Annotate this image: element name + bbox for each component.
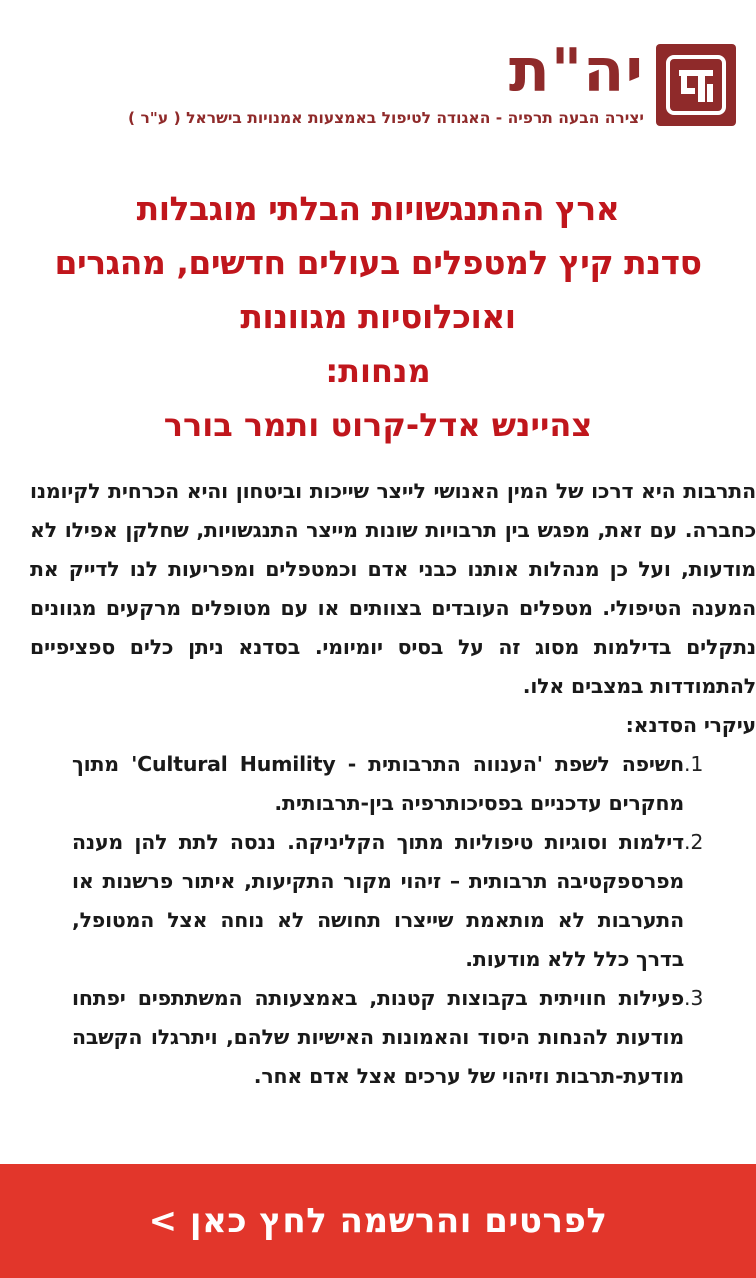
main-point-text: חשיפה לשפת 'הענווה התרבותית - Cultural Humility' מתוך מחקרים עדכניים בפסיכותרפיה בין-תרבותית. <box>72 752 685 815</box>
workshop-description <box>0 472 756 1096</box>
yahat-logo-icon <box>656 44 736 126</box>
main-point-number: 3. <box>684 986 704 1010</box>
workshop-title-line-3: ואוכלוסיות מגוונות <box>240 297 516 336</box>
workshop-title-line-2: סדנת קיץ למטפלים בעולים חדשים, מהגרים <box>54 243 702 282</box>
header <box>20 38 736 134</box>
intro-paragraph: התרבות היא דרכו של המין האנושי לייצר שייכות וביטחון והיא הכרחית לקיומנו כחברה. עם זאת, מפגש בין תרבויות שונות מייצר התנגשויות, שחלקן אפילו לא מודעות, ועל כן מנהלות אותנו כבני אדם וכמטפלים ומפריעות לנו לדייק את המענה הטיפולי. מטפלים העובדים בצוותים או עם מטופלים מרקעים מגוונים נתקלים בדילמות מסוג זה על בסיס יומיומי. בסדנא ניתן כלים ספציפיים להתמודדות במצבים אלו. <box>30 479 756 698</box>
workshop-title-block <box>0 182 756 452</box>
main-point-number: 1. <box>684 752 704 776</box>
main-point-item <box>72 745 756 823</box>
workshop-title-line-1: ארץ ההתנגשויות הבלתי מוגבלות <box>136 189 620 228</box>
brand-tagline: יצירה הבעה תרפיה - האגודה לטיפול באמצעות אמנויות בישראל ( ע"ר ) <box>127 109 644 127</box>
facilitators-heading: מנחות: <box>325 352 431 390</box>
registration-cta-label: לפרטים והרשמה לחץ כאן > <box>148 1201 608 1241</box>
main-points-list <box>0 745 756 1096</box>
main-point-number: 2. <box>684 830 704 854</box>
facilitators-names: צהיינש אדל-קרוט ותמר בורר <box>163 406 593 444</box>
main-point-text: פעילות חוויתית בקבוצות קטנות, באמצעותה המשתתפים יפתחו מודעות להנחות היסוד והאמונות האישיות שלהם, ויתרגלו הקשבה מודעת-תרבות וזיהוי של ערכים אצל אדם אחר. <box>72 986 684 1088</box>
brand-name: יה"ת <box>508 36 644 106</box>
main-point-text: דילמות וסוגיות טיפוליות מתוך הקליניקה. ננסה לתת להן מענה מפרספקטיבה תרבותית – זיהוי מקור התקיעות, איתור פרשנות או התערבות לא מותאמת שייצרו תחושה לא נוחה אצל המטופל, בדרך כלל ללא מודעות. <box>72 830 684 971</box>
registration-cta-button[interactable] <box>0 1164 756 1278</box>
main-point-item <box>72 979 756 1096</box>
main-points-heading: עיקרי הסדנא: <box>625 713 756 737</box>
main-point-item <box>72 823 756 979</box>
